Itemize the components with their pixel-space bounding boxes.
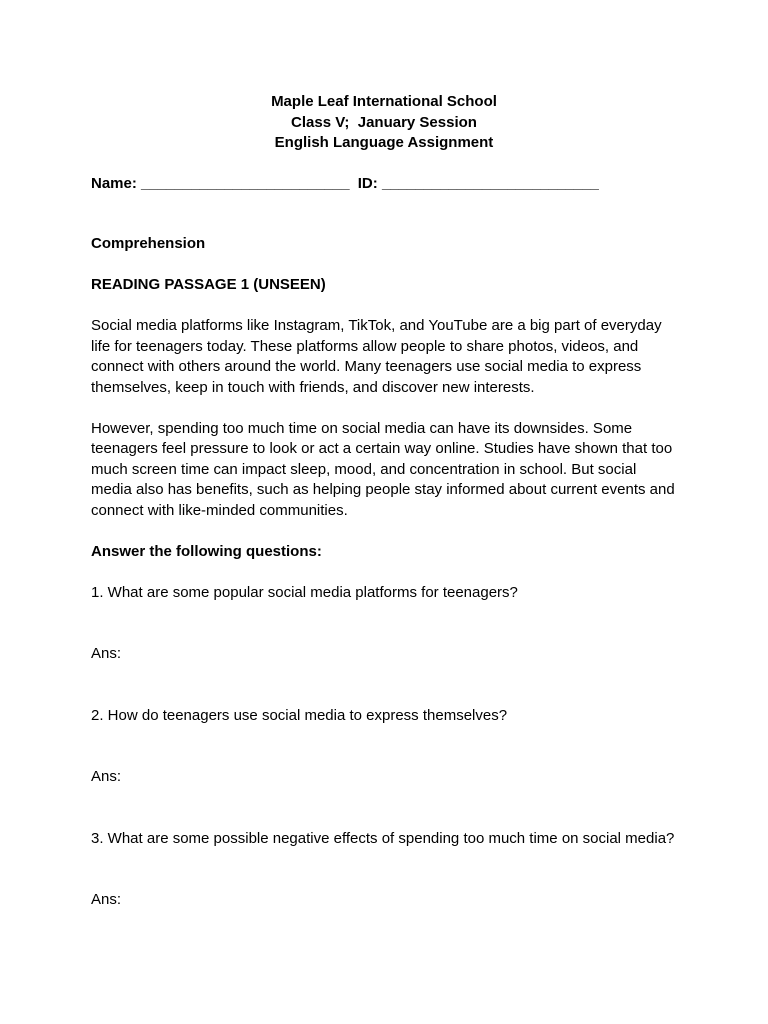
name-blank: _________________________	[141, 174, 350, 192]
section-title: Comprehension	[91, 235, 206, 252]
passage-paragraph-1	[91, 316, 691, 398]
passage-paragraph-2	[91, 419, 691, 522]
school-name: Maple Leaf International School	[271, 93, 497, 110]
answer-label-1: Ans:	[91, 645, 122, 662]
document-page	[91, 92, 691, 911]
document-header	[91, 92, 677, 154]
passage-title: READING PASSAGE 1 (UNSEEN)	[91, 276, 326, 293]
name-label: Name:	[91, 174, 137, 192]
passage-line: connect with others around the world. Many teenagers use social media to express	[91, 358, 642, 375]
name-id-line	[91, 174, 691, 195]
passage-line: Social media platforms like Instagram, TikTok, and YouTube are a big part of everyday	[91, 317, 662, 334]
answer-label-3: Ans:	[91, 891, 122, 908]
id-blank: __________________________	[381, 174, 599, 192]
passage-line: much screen time can impact sleep, mood, and concentration in school. But social	[91, 460, 637, 478]
question-2: 2. How do teenagers use social media to express themselves?	[91, 706, 508, 724]
answer-label-2: Ans:	[91, 768, 122, 785]
class-session: Class V; January Session	[291, 113, 477, 131]
passage-line: teenagers feel pressure to look or act a certain way online. Studies have shown that too	[91, 440, 673, 457]
question-3: 3. What are some possible negative effects of spending too much time on social media?	[91, 829, 675, 847]
question-1: 1. What are some popular social media platforms for teenagers?	[91, 583, 518, 601]
assignment-title: English Language Assignment	[274, 134, 494, 151]
passage-line: connect with like-minded communities.	[91, 501, 348, 519]
passage-line: media also has benefits, such as helping people stay informed about current events and	[91, 481, 675, 498]
passage-line: life for teenagers today. These platforms allow people to share photos, videos, and	[91, 337, 639, 355]
passage-line: themselves, keep in touch with friends, and discover new interests.	[91, 378, 535, 396]
passage-line: However, spending too much time on social media can have its downsides. Some	[91, 419, 633, 437]
id-label: ID:	[357, 174, 378, 192]
questions-instruction: Answer the following questions:	[91, 542, 322, 560]
